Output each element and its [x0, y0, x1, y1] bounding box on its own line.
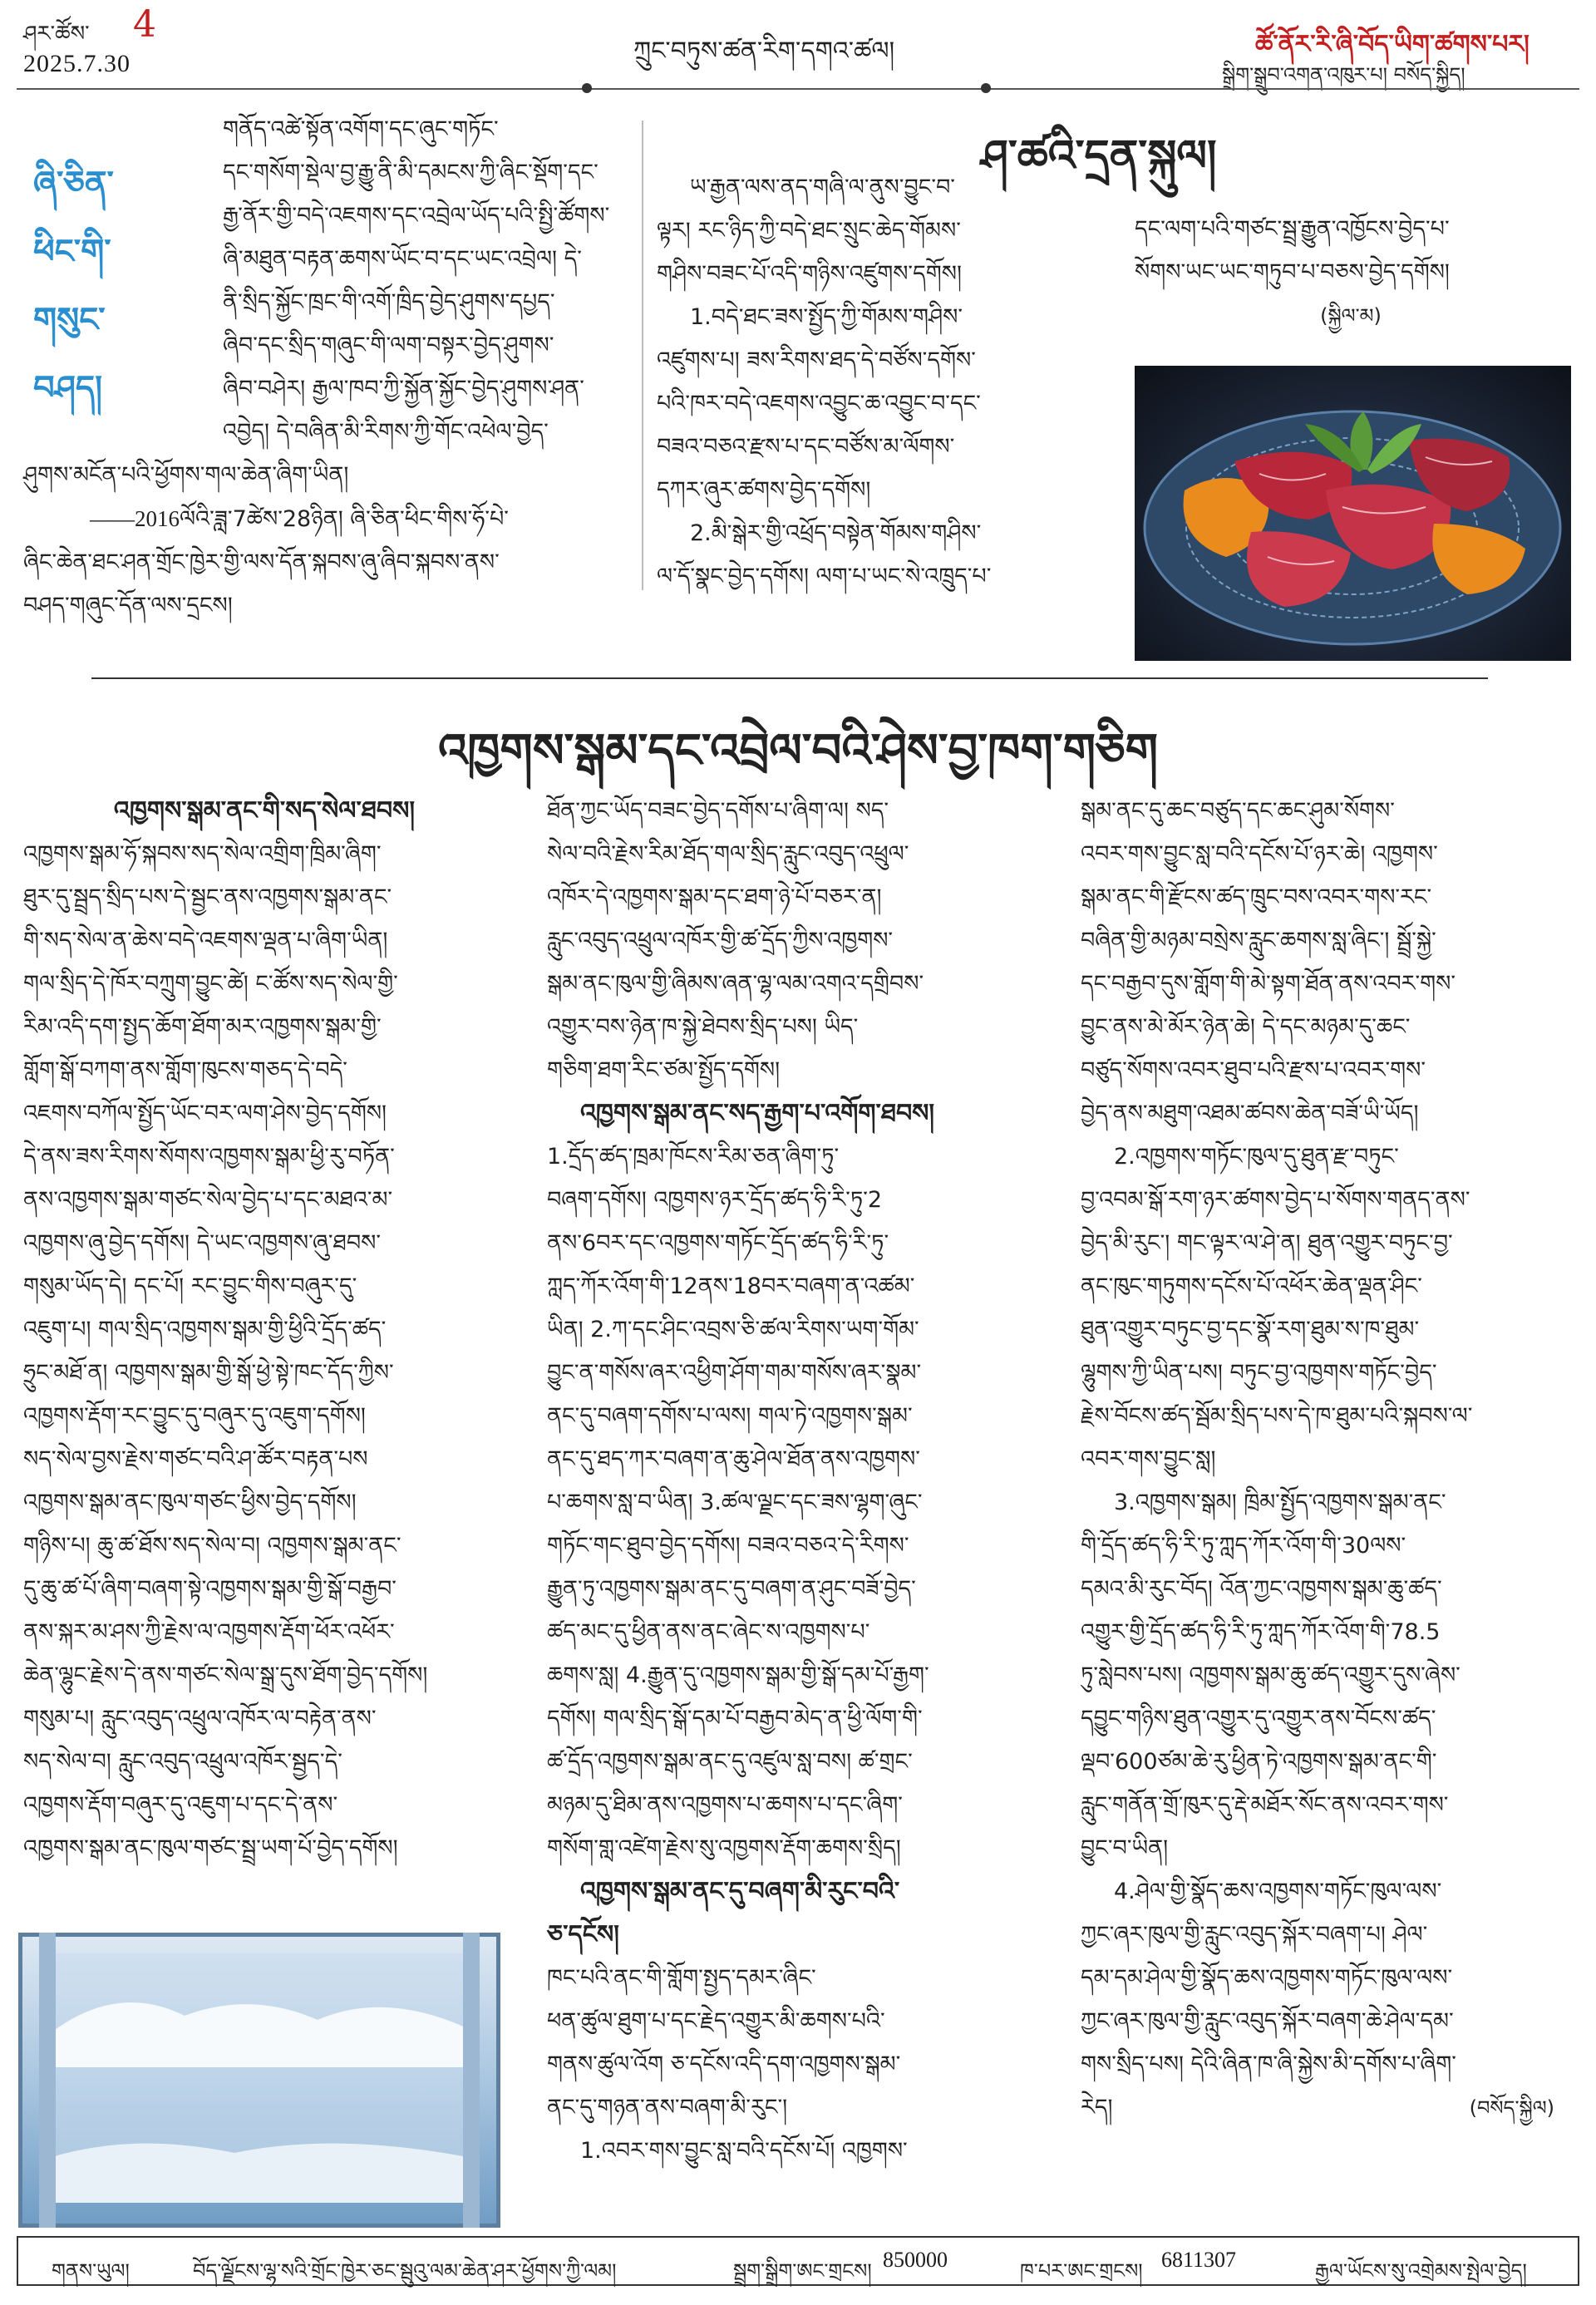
col2-line: 1.འབར་གས་བྱུང་སླ་བའི་དངོས་པོ། འཁྱགས་: [580, 2138, 908, 2164]
col3-line: དང་བརྒྱབ་དུས་གློག་གི་མེ་སྟག་ཐོན་ནས་འབར་གས་: [1081, 971, 1456, 997]
divider-dot-left: [582, 83, 592, 93]
masthead: [0, 0, 1596, 87]
footer-postcode: 850000: [883, 2248, 948, 2272]
col2-line: བྱུང་ན་གསོས་ཞར་འཕྱིག་ཤོག་གམ་གསོས་ཞར་སྣམ་: [547, 1360, 922, 1386]
footer-phone: 6811307: [1161, 2248, 1237, 2272]
col1-line: གཉིས་པ། ཆུ་ཚ་ཐོས་སད་སེལ་བ། འཁྱགས་སྒམ་ནང་: [23, 1533, 401, 1559]
col3-line: དམའ་མི་རུང་བོད། འོན་ཀྱང་འཁྱགས་སྒམ་ཆུ་ཚད་: [1081, 1576, 1442, 1602]
col3-line: རྗེས་བོངས་ཚད་སྦོམ་སྲིད་པས་དེ་ཁ་ཐུམ་པའི་སྐབས་ལ་: [1081, 1403, 1473, 1429]
col3-line: 3.འཁྱགས་སྒམ། ཁྲིམ་སྤྱོད་འཁྱགས་སྒམ་ནང་: [1114, 1490, 1446, 1515]
col3-line: དམ་དམ་ཤེལ་གྱི་སྣོད་ཆས་འཁྱགས་གཏོང་ཁུལ་ལས་: [1081, 1965, 1453, 1991]
col2-line: འགྱུར་བས་ཉེན་ཁ་སྐྱེ་ཐེབས་སྲིད་པས། ཡིད་: [547, 1014, 859, 1040]
col3-line: ལྷུགས་ཀྱི་ཡིན་པས། བཏུང་བྱ་འཁྱགས་གཏོང་བྱེད་: [1081, 1360, 1437, 1386]
col3-line: 4.ཤེལ་གྱི་སྣོད་ཆས་འཁྱགས་གཏོང་ཁུལ་ལས་: [1114, 1879, 1442, 1904]
col3-line: འབར་གས་བྱུང་སླ།: [1081, 1446, 1216, 1472]
col2-line: འཁོར་དེ་འཁྱགས་སྒམ་དང་ཐག་ཉེ་པོ་བཅར་ན།: [547, 884, 882, 910]
col3-line: བྱུང་བ་ཡིན།: [1081, 1835, 1169, 1861]
col3-last-line: རེད།: [1081, 2095, 1113, 2120]
quote-body: [23, 108, 638, 628]
health-line: ལ་དོ་སྣང་བྱེད་དགོས། ལག་པ་ཡང་སེ་འཁྲུད་པ་: [657, 564, 992, 589]
col3-line: ཐུན་འགྱུར་བཏུང་བྱ་དང་སྣོ་རག་ཐུམ་ས་ཁ་ཐུམ་: [1081, 1317, 1420, 1342]
health-line: འཛུགས་པ། ཟས་རིགས་ཐད་དེ་བཙོས་དགོས་: [657, 347, 976, 373]
col3-line: བྱ་འབམ་སྒོ་རག་ཉར་ཚགས་བྱེད་པ་སོགས་གནད་ནས་: [1081, 1187, 1470, 1213]
col3-line: སྒམ་ནང་གི་རྫོངས་ཚད་ཁྲུང་བས་འབར་གས་རང་: [1081, 884, 1432, 910]
col3-line: སྒམ་ནང་དུ་ཆང་བཙུད་དང་ཆང་ཤུམ་སོགས་: [1081, 798, 1395, 824]
col2-line: མཉམ་དུ་ཐིམ་ནས་འཁྱགས་པ་ཆགས་པ་དང་ཞིག་: [547, 1792, 903, 1818]
col2-heading-2: འཁྱགས་སྒམ་ནང་དུ་བཞག་མི་རུང་བའི་: [580, 1877, 900, 1906]
col2-line: རླུང་འབུད་འཕྲུལ་འཁོར་གྱི་ཚ་དྲོད་ཀྱིས་འཁྱགས་: [547, 928, 894, 953]
brand-name: ཚོ་ནོར་རི་ཞི་བོད་ཡིག་ཚགས་པར།: [1255, 30, 1530, 59]
col1-line: ཧྲུང་མཐོ་ན། འཁྱགས་སྒམ་གྱི་སྒོ་ཕྱེ་སྟེ་ཁང་དོད་ཀྱིས་: [23, 1360, 394, 1386]
col3-line: དབྱུང་གཉིས་ཐུན་འགྱུར་དུ་འགྱུར་ནས་བོངས་ཚད་: [1081, 1706, 1436, 1731]
attribution-text: ལོའི་ཟླ་7ཚེས་28ཉིན། ཞི་ཅིན་ཕིང་གིས་ཧོ་པེ་: [180, 506, 509, 532]
col1-line: དུ་ཆུ་ཚ་པོ་ཞིག་བཞག་སྟེ་འཁྱགས་སྒམ་གྱི་སྒོ་བརྒྱབ་: [23, 1576, 397, 1602]
meat-illustration: [1135, 366, 1571, 661]
health-line: ལྟར། རང་ཉིད་ཀྱི་བདེ་ཐང་སྲུང་ཆེད་གོམས་: [657, 218, 961, 244]
health-line: བཟའ་བཅའ་རྫས་པ་དང་བཙོས་མ་ལོགས་: [657, 434, 955, 460]
side-label-line: བཤད།: [33, 369, 102, 407]
health-article-title: ཤ་ཚའི་དྲན་སྐུལ།: [981, 131, 1217, 181]
quote-line: འབྱེད། དེ་བཞིན་མི་རིགས་ཀྱི་གོང་འཕེལ་བྱེད་: [223, 419, 549, 445]
col1-line: སད་སེལ་བ། རླུང་འབུད་འཕྲུལ་འཁོར་སྦྱད་དེ་: [23, 1749, 342, 1775]
col1-line: འཁྱགས་སྒམ་ནང་ཁུལ་གཙང་སྦྲ་ཡག་པོ་བྱེད་དགོས།: [23, 1835, 398, 1861]
health-line: དང་ལག་པའི་གཙང་སྦྲ་རྒྱུན་འཁྱོངས་བྱེད་པ་: [1135, 216, 1450, 242]
col3-line: བཞིན་གྱི་མཉམ་བསྲེས་རླུང་ཆགས་སླ་ཞིང་། སྦྲོ་སྐྱེ་: [1081, 928, 1436, 953]
col2-line: རྒྱུན་ཏུ་འཁྱགས་སྒམ་ནང་དུ་བཞག་ན་ཤུང་བཟོ་བྱེད་: [547, 1576, 916, 1602]
health-source: (སྐྱིལ་མ): [1320, 304, 1382, 328]
footer: [17, 2236, 1579, 2286]
freezer-photo: [18, 1933, 500, 2228]
col2-line: ཚ་དྲོད་འཁྱགས་སྒམ་ནང་དུ་འཛུལ་སླ་བས། ཚ་གྲང་: [547, 1749, 913, 1775]
col1-line: ཐུར་དུ་སྦྲད་སྲིད་པས་དེ་སྦྱང་ནས་འཁྱགས་སྒམ་ནང་: [23, 884, 392, 910]
col3-line: འབར་གས་བྱུང་སླ་བའི་དངོས་པོ་ཉར་ཆེ། འཁྱགས་: [1081, 841, 1438, 867]
col3-line: བཙུད་སོགས་འབར་ཐུབ་པའི་རྫས་པ་འབར་གས་: [1081, 1057, 1426, 1083]
health-line: སོགས་ཡང་ཡང་གཏུབ་པ་བཅས་བྱེད་དགོས།: [1135, 259, 1450, 285]
col1-line: གི་སད་སེལ་ན་ཆེས་བདེ་འཇགས་ལྡན་པ་ཞིག་ཡིན།: [23, 928, 388, 953]
side-label-line: ཕིང་གི་: [33, 233, 111, 271]
col2-line: སྒམ་ནང་ཁུལ་གྱི་ཞིམས་ཞན་ལྷ་ལམ་འགའ་དགྲིབས་: [547, 971, 924, 997]
health-line: དཀར་ཞུར་ཚགས་བྱེད་དགོས།: [657, 477, 871, 503]
col3-line: ཀྱང་ཞར་ཁུལ་གྱི་རླུང་འབུད་སྐོར་བཞག་ཆེ་ཤེལ་དམ་: [1081, 2008, 1454, 2034]
quote-attribution-line: བཤད་གཞུང་དོན་ལས་དྲངས།: [23, 593, 233, 618]
col1-line: གློག་སྒོ་བཀག་ནས་གློག་ཁུངས་གཅད་དེ་བདེ་: [23, 1057, 347, 1083]
sliced-meat-photo: [1135, 366, 1571, 661]
quote-line: ཞིབ་བཤེར། རྒྱལ་ཁབ་ཀྱི་སྐྱོན་སྐྱོང་བྱེད་ཤུགས་ཤན་: [223, 376, 584, 401]
col3-line: གས་སྲིད་པས། དེའི་ཞིན་ཁ་ཞི་སྐྱེས་མི་དགོས་པ་ཞིག་: [1081, 2051, 1456, 2077]
col2-line: ཕན་ཚུལ་ཐུག་པ་དང་རྗེད་འགྱུར་མི་ཆགས་པའི་: [547, 2008, 885, 2034]
section-divider: [91, 677, 1488, 679]
col2-line: གནས་ཚུལ་འོག ཅ་དངོས་འདི་དག་འཁྱགས་སྒམ་: [547, 2051, 901, 2077]
col1-line: འཁྱགས་རྡོག་བཞུར་དུ་འཇུག་པ་དང་དེ་ནས་: [23, 1792, 338, 1818]
page-number: 4: [133, 3, 156, 46]
attribution-year: ——2016: [90, 506, 180, 531]
col1-line: འཇགས་བཀོལ་སྤྱོད་ཡོང་བར་ལག་ཤེས་བྱེད་དགོས།: [23, 1101, 387, 1126]
main-col-2: [547, 790, 1046, 2173]
col1-line: འཇུག་པ། གལ་སྲིད་འཁྱགས་སྒམ་གྱི་ཕྱིའི་དྲོད་ཚད་: [23, 1317, 387, 1342]
section-title: ཀྲུང་བཏུས་ཚན་རིག་དགའ་ཚལ།: [633, 37, 895, 66]
col2-heading: འཁྱགས་སྒམ་ནང་སད་རྒྱག་པ་འགོག་ཐབས།: [580, 1099, 935, 1128]
col2-line: ཆགས་སླ། 4.རྒྱུན་དུ་འཁྱགས་སྒམ་གྱི་སྒོ་དམ་པོ་རྒྱག་: [547, 1662, 929, 1688]
editor-credit: སྒྲིག་སྒྲུབ་འགན་འཁུར་པ། བསོད་སྐྱིད།: [1222, 63, 1465, 86]
col3-line: 2.འཁྱགས་གཏོང་ཁུལ་དུ་ཐུན་རྫ་བཏུང་: [1114, 1144, 1399, 1170]
col2-line: ཁང་པའི་ནང་གི་གློག་སྤྱད་དམར་ཞིང་: [547, 1965, 816, 1991]
footer-address-label: གནས་ཡུལ།: [52, 2259, 130, 2283]
health-line: 2.མི་སྒེར་གྱི་འཕྲོད་བསྟེན་གོམས་གཤིས་: [690, 520, 982, 546]
col1-line: འཁྱགས་རྡོག་རང་བྱུང་དུ་བཞུར་དུ་འཇུག་དགོས།: [23, 1403, 366, 1429]
footer-address: བོད་ལྗོངས་ལྷ་སའི་གྲོང་ཁྱེར་ཅང་སྦུའུ་ལམ་ཆེན་ཤར་ཕྱོགས་ཀྱི་ལམ།: [193, 2259, 617, 2283]
col3-line: ལྡབ་600ཙམ་ཆེ་རུ་ཕྱིན་ཏེ་འཁྱགས་སྒམ་ནང་གི་: [1081, 1749, 1437, 1775]
col2-line: གསོག་གླ་འཛེག་རྗེས་སུ་འཁྱགས་རྡོག་ཆགས་སྲིད།: [547, 1835, 901, 1861]
col2-line: ནང་དུ་གཉན་ནས་བཞག་མི་རུང་།: [547, 2095, 788, 2120]
col2-line: ཐོན་ཀྱང་ཡོད་བཟང་བྱེད་དགོས་པ་ཞིག་ལ། སད་: [547, 798, 889, 824]
health-article-col2: [1135, 208, 1567, 337]
col1-line: འཁྱགས་སྒམ་ཧོ་སྐབས་སད་སེལ་འགྲིག་ཁྲིམ་ཞིག་: [23, 841, 382, 867]
col2-line: དགོས། གལ་སྲིད་སྒོ་དམ་པོ་བརྒྱབ་མེད་ན་ཕྱི་ལོག་གི་: [547, 1706, 923, 1731]
main-col-1: [23, 790, 505, 1870]
main-article-title: འཁྱགས་སྒམ་དང་འབྲེལ་བའི་ཤེས་བྱ་ཁག་གཅིག: [437, 724, 1159, 778]
footer-phone-label: ཁ་པར་ཨང་གྲངས།: [1020, 2259, 1143, 2283]
col2-line: ཚད་མང་དུ་ཕྱིན་ནས་ནང་ཞེང་ས་འཁྱགས་པ་: [547, 1619, 870, 1645]
quote-line: ནི་སྲིད་སྐྱོང་ཁྲང་གི་འགོ་ཁྲིད་བྱེད་ཤུགས་དཔྱད་: [223, 289, 555, 315]
col1-line: རིམ་འདི་དག་སྤྱད་ཆོག་ཐོག་མར་འཁྱགས་སྒམ་གྱི་: [23, 1014, 382, 1040]
quote-line: རྒྱ་ནོར་གྱི་བདེ་འཇགས་དང་འབྲེལ་ཡོད་པའི་སྤྱི་ཚོགས་: [223, 203, 610, 229]
quote-box: [23, 108, 638, 640]
col3-line: བྱེད་མི་རུང་། གང་ལྟར་ལ་ཤེ་ན། ཐུན་འགྱུར་བཏུང་བྱ་: [1081, 1230, 1453, 1256]
masthead-divider: [17, 88, 1579, 90]
col3-line: ཀྱང་ཞར་ཁུལ་གྱི་རླུང་འབུད་སྐོར་བཞག་པ། ཤེལ་: [1081, 1922, 1428, 1948]
col3-line: འགྱུར་གྱི་དྲོད་ཚད་ཧི་རི་ཏུ་ཀླད་ཀོར་འོག་གི་78.5: [1081, 1619, 1441, 1645]
col2-heading-2b: ཅ་དངོས།: [547, 1920, 619, 1949]
col1-line: ཆེན་ལྷུང་རྗེས་དེ་ནས་གཙང་སེལ་སྒྲ་དུས་ཐོག་བྱེད་དགོས།: [23, 1662, 428, 1688]
col2-line: པ་ཆགས་སླ་བ་ཡིན། 3.ཚལ་ལྗང་དང་ཟས་ལྷག་ཞུང་: [547, 1490, 923, 1515]
quote-line: དང་གསོག་སྡེལ་བྱ་རྒྱུ་ནི་མི་དམངས་ཀྱི་ཞིང་སྡོག་དང་: [223, 160, 598, 185]
main-article-source: (བསོད་སྐྱིལ): [1469, 2096, 1554, 2120]
col1-line: འཁྱགས་ཞུ་བྱེད་དགོས། དེ་ཡང་འཁྱགས་ཞུ་ཐབས་: [23, 1230, 382, 1256]
quote-line: ཤུགས་མངོན་པའི་ཕྱོགས་གལ་ཆེན་ཞིག་ཡིན།: [23, 462, 349, 488]
col3-line: ཏུ་སླེབས་པས། འཁྱགས་སྒམ་ཆུ་ཚད་འགྱུར་དུས་ཞེས་: [1081, 1662, 1461, 1688]
col2-line: ནང་དུ་ཐད་ཀར་བཞག་ན་ཆུ་ཤེལ་ཐོན་ནས་འཁྱགས་: [547, 1446, 920, 1472]
health-line: གཤིས་བཟང་པོ་འདི་གཉིས་འཛུགས་དགོས།: [657, 261, 962, 287]
col1-line: གསུམ་པ། རླུང་འབུད་འཕྲུལ་འཁོར་ལ་བརྟེན་ནས་: [23, 1706, 377, 1731]
col3-line: ནང་ཁུང་གཏུགས་དངོས་པོ་འཕོར་ཆེན་ལྡན་ཤིང་: [1081, 1273, 1422, 1299]
quote-attribution-line: ཞིང་ཆེན་ཐང་ཤན་གྲོང་ཁྱེར་གྱི་ལས་དོན་སྐབས་ཞུ་ཞིབ་སྐབས་ནས་: [23, 549, 500, 575]
col1-line: ནས་འཁྱགས་སྒམ་གཙང་སེལ་བྱེད་པ་དང་མཐའ་མ་: [23, 1187, 393, 1213]
col2-line: བཞག་དགོས། འཁྱགས་ཉར་དྲོད་ཚད་ཧི་རི་ཏུ་2: [547, 1187, 883, 1213]
col1-line: གལ་སྲིད་དེ་ཁོར་བཀྲུག་བྱུང་ཚེ། ང་ཚོས་སད་སེལ་གྱི་: [23, 971, 398, 997]
col2-line: གཏོང་གང་ཐུབ་བྱེད་དགོས། བཟའ་བཅའ་དེ་རིགས་: [547, 1533, 909, 1559]
col2-line: ནང་དུ་བཞག་དགོས་པ་ལས། གལ་ཏེ་འཁྱགས་སྒམ་: [547, 1403, 913, 1429]
col1-line: ནས་སྐར་མ་ཤས་ཀྱི་རྗེས་ལ་འཁྱགས་རྡོག་ཕོར་འཕོར་: [23, 1619, 395, 1645]
quote-line: ཞི་མཐུན་བརྟན་ཆགས་ཡོང་བ་དང་ཡང་འབྲེལ། དེ་: [223, 246, 582, 272]
divider-dot-right: [981, 83, 991, 93]
main-col-3: [1081, 790, 1571, 2130]
side-label-line: ཞི་ཅིན་: [33, 165, 114, 203]
health-article-body: [657, 166, 1089, 598]
health-line: 1.བདེ་ཐང་ཟས་སྤྱོད་ཀྱི་གོམས་གཤིས་: [690, 304, 963, 330]
col2-line: ཡིན། 2.ཀ་དང་ཤིང་འབྲས་ཅི་ཚལ་རིགས་ཡག་གོམ་: [547, 1317, 919, 1342]
health-line: ཡ་རྒྱན་ལས་ནད་གཞི་ལ་ནུས་བྱུང་བ་: [690, 175, 955, 200]
col3-line: བྱེད་ནས་མཐུག་འཐམ་ཚབས་ཆེན་བཟོ་ཡི་ཡོད།: [1081, 1101, 1419, 1126]
col1-line: གསུམ་ཡོད་དེ། དང་པོ། རང་བྱུང་གིས་བཞུར་དུ་: [23, 1273, 357, 1299]
health-line: པའི་ཁར་བདེ་འཇགས་འབྱུང་ཆ་འབྱུང་བ་དང་: [657, 391, 981, 416]
col3-line: [1081, 2086, 1571, 2130]
freezer-illustration: [18, 1933, 500, 2228]
quote-attribution: [90, 497, 638, 541]
footer-postcode-label: སྦྲག་སྒྲིག་ཨང་གྲངས།: [733, 2259, 872, 2283]
col2-line: ནས་6བར་དང་འཁྱགས་གཏོང་དྲོད་ཚད་ཧི་རི་ཏུ་: [547, 1230, 889, 1256]
issue-date: 2025.7.30: [23, 50, 131, 77]
col1-line: སད་སེལ་བྱས་རྗེས་གཙང་བའི་ཤ་ཚོར་བརྟན་པས: [23, 1446, 368, 1472]
quote-line: གནོད་འཚེ་སྟོན་འགོག་དང་ཞུང་གཏོང་: [223, 116, 499, 142]
col3-line: རླུང་གནོན་གྲོ་ཁུར་དུ་རྡེ་མཐོར་སོང་ནས་འབར་གས་: [1081, 1792, 1449, 1818]
footer-publisher: རྒྱལ་ཡོངས་སུ་འགྲེམས་སྤེལ་བྱེད།: [1315, 2259, 1527, 2283]
side-label-line: གསུང་: [33, 301, 106, 339]
col3-line: བྱུང་ནས་མེ་མོར་ཉེན་ཆེ། དེ་དང་མཉམ་དུ་ཆང་: [1081, 1014, 1411, 1040]
col2-line: སེལ་བའི་རྗེས་རིམ་ཐོད་གལ་སྲིད་རླུང་འབུད་འཕྲུལ་: [547, 841, 909, 867]
col2-line: 1.དྲོད་ཚད་ཁྲམ་ཁོངས་རིམ་ཅན་ཞིག་ཏུ་: [547, 1144, 840, 1170]
page-label: ཤར་ཚོས་: [23, 22, 90, 47]
quote-line: ཞིབ་དང་སྲིད་གཞུང་གི་ལག་བསྟར་བྱེད་ཤུགས་: [223, 332, 554, 358]
col2-line: གཅིག་ཐག་རིང་ཙམ་སྤྱོད་དགོས།: [547, 1057, 781, 1083]
col2-line: ཀླད་ཀོར་འོག་གི་12ནས་18བར་བཞག་ན་འཚམ་: [547, 1273, 915, 1299]
col1-line: དེ་ནས་ཟས་རིགས་སོགས་འཁྱགས་སྒམ་ཕྱི་རུ་བཏོན་: [23, 1144, 395, 1170]
col1-heading: འཁྱགས་སྒམ་ནང་གི་སད་སེལ་ཐབས།: [113, 796, 416, 825]
quote-box-right-border: [642, 121, 643, 590]
col3-line: གི་དྲོད་ཚད་ཧི་རི་ཏུ་ཀླད་ཀོར་འོག་གི་30ལས་: [1081, 1533, 1406, 1559]
col1-line: འཁྱགས་སྒམ་ནང་ཁུལ་གཙང་ཕྱིས་བྱེད་དགོས།: [23, 1490, 357, 1515]
